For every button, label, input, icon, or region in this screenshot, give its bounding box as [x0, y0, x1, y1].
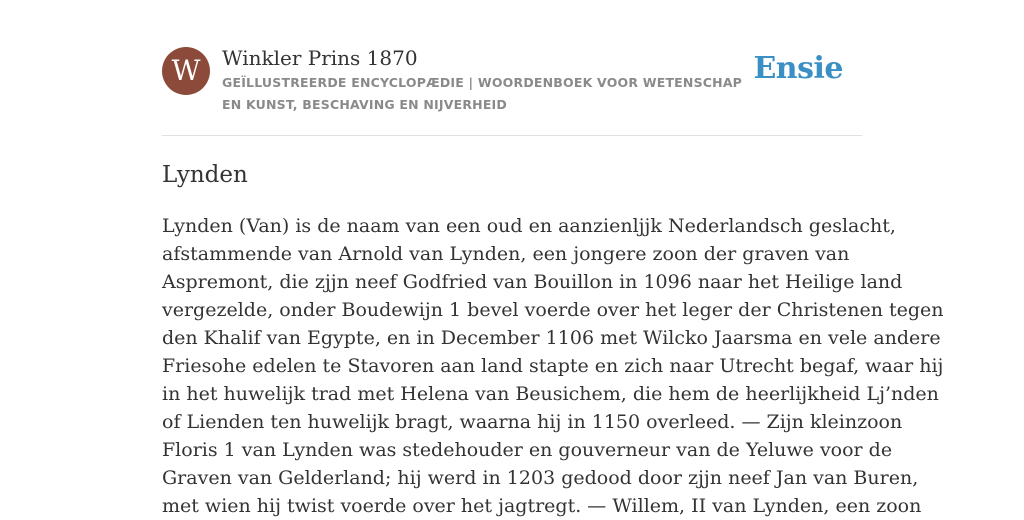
- entry-body-line: den Khalif van Egypte, en in December 1106 met Wilcko Jaarsma en vele andere: [162, 327, 941, 349]
- entry-body-line: of Lienden ten huwelijk bragt, waarna hij in 1150 overleed. — Zijn kleinzoon: [162, 411, 903, 433]
- entry-body-line: Floris 1 van Lynden was stedehouder en gouverneur van de Yeluwe voor de: [162, 439, 893, 461]
- source-header: [162, 46, 862, 116]
- entry-body-line: met wien hij twist voerde over het jagtregt. — Willem, II van Lynden, een zoon: [162, 495, 922, 517]
- entry-body-line: Lynden (Van) is de naam van een oud en aanzienljjk Nederlandsch geslacht,: [162, 215, 896, 237]
- entry-body-line: Graven van Gelderland; hij werd in 1203 gedood door zjjn neef Jan van Buren,: [162, 467, 919, 489]
- source-subtitle: GEÏLLUSTREERDE ENCYCLOPÆDIE | WOORDENBOEK VOOR WETENSCHAP EN KUNST, BESCHAVING EN NIJVERHEID: [222, 75, 743, 112]
- entry-body-line: afstammende van Arnold van Lynden, een jongere zoon der graven van: [162, 243, 850, 265]
- entry-body: [162, 212, 944, 520]
- entry-body-line: in het huwelijk trad met Helena van Beusichem, die hem de heerlijkheid Lj’nden: [162, 383, 939, 405]
- header-divider: [162, 135, 862, 136]
- source-avatar[interactable]: W: [162, 47, 210, 95]
- source-title[interactable]: Winkler Prins 1870: [222, 46, 418, 70]
- entry-body-line: Aspremont, die zjjn neef Godfried van Bouillon in 1096 naar het Heilige land: [162, 271, 903, 293]
- ensie-logo[interactable]: Ensie: [753, 51, 843, 86]
- entry-title: Lynden: [162, 162, 248, 188]
- entry-body-line: vergezelde, onder Boudewijn 1 bevel voerde over het leger der Christenen tegen: [162, 299, 944, 321]
- entry-body-line: Friesohe edelen te Stavoren aan land stapte en zich naar Utrecht begaf, waar hij: [162, 355, 944, 377]
